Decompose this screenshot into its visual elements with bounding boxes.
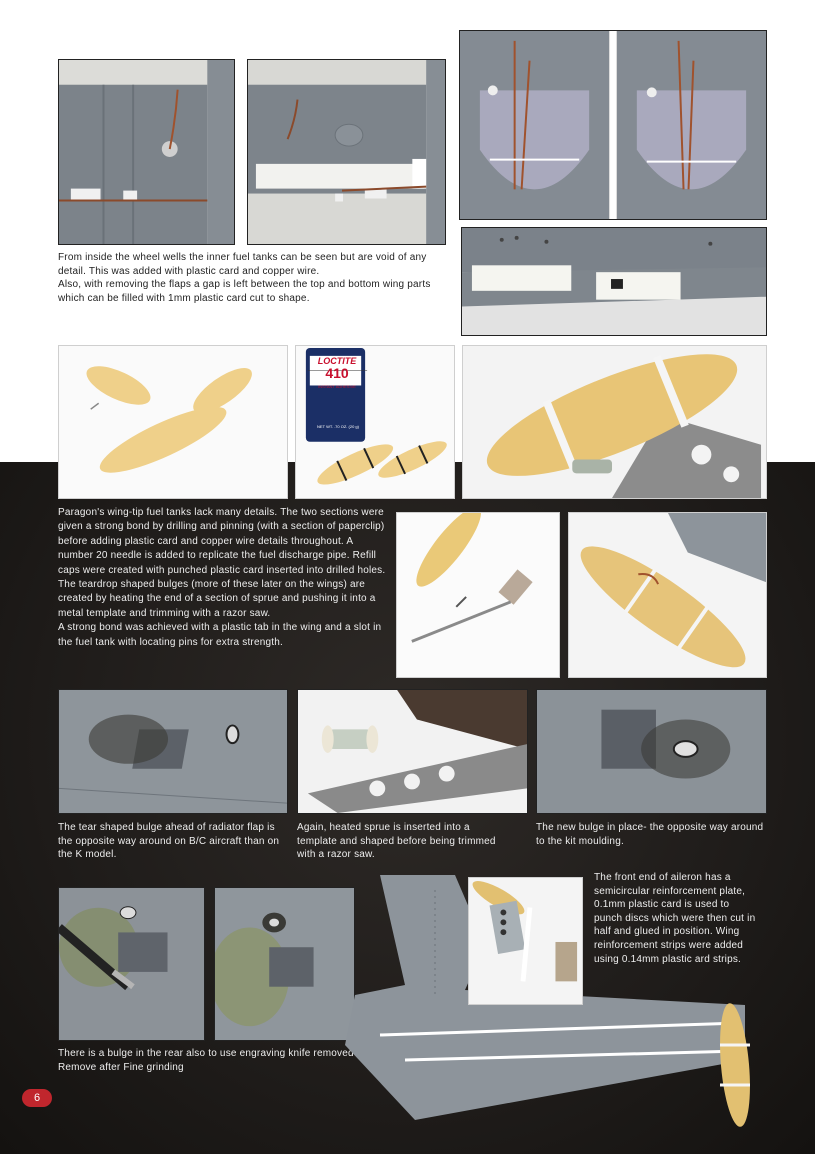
heated-sprue-caption: Again, heated sprue is inserted into a template and shaped before being trimmed with a razor saw.: [297, 822, 496, 861]
flap-gap-fill-photo: [461, 227, 767, 336]
heated-sprue-photo: [297, 689, 528, 814]
rear-bulge-caption: There is a bulge in the rear also to use engraving knife removed Remove after Fine grinding: [58, 1048, 354, 1073]
tank-halves-photo: [58, 345, 288, 499]
wheel-wells-caption: [58, 251, 448, 305]
detailed-tank-photo: [462, 345, 767, 499]
new-bulge-photo: [536, 689, 767, 814]
engraving-knife-photo: [58, 887, 205, 1041]
loctite-adhesive-photo: [295, 345, 455, 499]
loctite-number: 410: [325, 365, 349, 381]
needle-photo: [396, 512, 560, 678]
wheel-wells-top-view-photo: [459, 30, 767, 220]
tear-bulge-caption: The tear shaped bulge ahead of radiator flap is the opposite way around on B/C aircraft than on the K model.: [58, 822, 280, 861]
wheel-wells-caption-line-2: Also, with removing the flaps a gap is left between the top and bottom wing parts which can be filled with 1mm plastic card cut to shape.: [58, 279, 431, 304]
fuel-tanks-caption: [58, 506, 388, 650]
wheel-well-photo-1: [58, 59, 235, 245]
new-bulge-caption: The new bulge in place- the opposite way around to the kit moulding.: [536, 822, 764, 847]
loctite-subtitle: INSTANT ADHESIVE: [318, 384, 356, 389]
aileron-caption: The front end of aileron has a semicircular reinforcement plate, 0.1mm plastic card is used to punch discs which were then cut in half and glued in position. Wing reinforcement strips were added using 0.14mm plastic ard strips.: [594, 872, 756, 965]
tank-on-wing-photo: [568, 512, 767, 678]
loctite-label: [308, 356, 366, 389]
wheel-well-photo-2: [247, 59, 446, 245]
fuel-tanks-caption-para-1: Paragon's wing-tip fuel tanks lack many details. The two sections were given a strong bond by drilling and pinning (with a section of paperclip) before adding plastic card and copper wire details throughout. A number 20 needle is added to replicate the fuel discharge pipe. Refill caps were created with punched plastic card inserted into drilled holes. The teardrop shaped bulges (more of these later on the wings) are created by heating the end of a section of sprue and pushing it into a metal template and trimming with a razor saw.: [58, 507, 386, 619]
aileron-punch-photo: [468, 877, 583, 1005]
radiator-bulge-photo: [58, 689, 288, 814]
loctite-net-weight: NET WT. .70 OZ. (20 g): [317, 424, 359, 429]
page-number-badge: 6: [22, 1089, 52, 1107]
wheel-wells-caption-line-1: From inside the wheel wells the inner fuel tanks can be seen but are void of any detail. This was added with plastic card and copper wire.: [58, 252, 427, 277]
fuel-tanks-caption-para-2: A strong bond was achieved with a plastic tab in the wing and a slot in the fuel tank with locating pins for extra strength.: [58, 622, 382, 648]
loctite-brand: LOCTITE: [317, 356, 357, 366]
rear-bulge-photo: [214, 887, 355, 1041]
